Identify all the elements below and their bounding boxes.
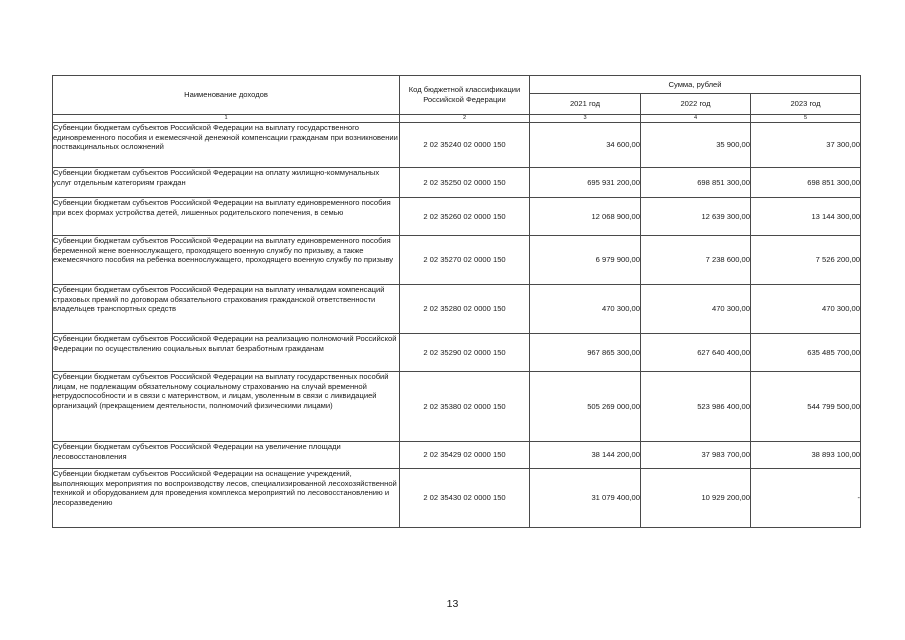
column-number: 2: [400, 115, 530, 123]
table-row: [53, 469, 861, 528]
amount-2022: 523 986 400,00: [641, 372, 751, 442]
page-number: 13: [446, 598, 459, 610]
amount-2023: 37 300,00: [751, 123, 861, 168]
amount-2021: 505 269 000,00: [530, 372, 641, 442]
amount-2023: 698 851 300,00: [751, 168, 861, 198]
header-year-2021: 2021 год: [530, 94, 641, 115]
column-number: 5: [751, 115, 861, 123]
amount-2021: 470 300,00: [530, 285, 641, 334]
amount-2022: 12 639 300,00: [641, 198, 751, 236]
table-row: [53, 198, 861, 236]
amount-2023: 635 485 700,00: [751, 334, 861, 372]
revenue-name: Субвенции бюджетам субъектов Российской Федерации на выплату государственного единовременного пособия и ежемесячной денежной компенсации гражданам при возникновении поствакцинальных осложнений: [53, 123, 400, 168]
revenue-name: Субвенции бюджетам субъектов Российской Федерации на выплату единовременного пособия беременной жене военнослужащего, проходящего военную службу по призыву, а также ежемесячного пособия на ребенка военнослужащего, проходящего военную службу по призыву: [53, 236, 400, 285]
amount-2022: 10 929 200,00: [641, 469, 751, 528]
header-year-2022: 2022 год: [641, 94, 751, 115]
amount-2023: 544 799 500,00: [751, 372, 861, 442]
column-number: 3: [530, 115, 641, 123]
header-revenue-name: Наименование доходов: [53, 76, 400, 115]
amount-2021: 34 600,00: [530, 123, 641, 168]
table-row: [53, 123, 861, 168]
amount-2023: -: [751, 469, 861, 528]
budget-code: 2 02 35430 02 0000 150: [400, 469, 530, 528]
revenue-name: Субвенции бюджетам субъектов Российской Федерации на оснащение учреждений, выполняющих мероприятия по воспроизводству лесов, специализированной лесохозяйственной техникой и оборудованием для проведения комплекса мероприятий по лесовосстановлению и лесоразведению: [53, 469, 400, 528]
budget-code: 2 02 35290 02 0000 150: [400, 334, 530, 372]
amount-2022: 627 640 400,00: [641, 334, 751, 372]
revenue-name: Субвенции бюджетам субъектов Российской Федерации на реализацию полномочий Российской Федерации по осуществлению социальных выплат безработным гражданам: [53, 334, 400, 372]
amount-2023: 38 893 100,00: [751, 442, 861, 469]
revenue-name: Субвенции бюджетам субъектов Российской Федерации на выплату инвалидам компенсаций страховых премий по договорам обязательного страхования гражданской ответственности владельцев транспортных средств: [53, 285, 400, 334]
budget-code: 2 02 35380 02 0000 150: [400, 372, 530, 442]
revenue-name: Субвенции бюджетам субъектов Российской Федерации на увеличение площади лесовосстановления: [53, 442, 400, 469]
budget-code: 2 02 35270 02 0000 150: [400, 236, 530, 285]
revenue-name: Субвенции бюджетам субъектов Российской Федерации на выплату государственных пособий лицам, не подлежащим обязательному социальному страхованию на случай временной нетрудоспособности и в связи с материнством, и лицам, уволенным в связи с ликвидацией организаций (прекращением деятельности, полномочий физическими лицами): [53, 372, 400, 442]
amount-2023: 470 300,00: [751, 285, 861, 334]
table-header-row: [53, 76, 861, 94]
column-number-row: [53, 115, 861, 123]
header-amount: Сумма, рублей: [530, 76, 861, 94]
amount-2021: 31 079 400,00: [530, 469, 641, 528]
header-year-2023: 2023 год: [751, 94, 861, 115]
revenue-name: Субвенции бюджетам субъектов Российской Федерации на выплату единовременного пособия при всех формах устройства детей, лишенных родительского попечения, в семью: [53, 198, 400, 236]
table-row: [53, 168, 861, 198]
table-row: [53, 334, 861, 372]
amount-2021: 38 144 200,00: [530, 442, 641, 469]
amount-2022: 698 851 300,00: [641, 168, 751, 198]
revenue-name: Субвенции бюджетам субъектов Российской Федерации на оплату жилищно-коммунальных услуг отдельным категориям граждан: [53, 168, 400, 198]
column-number: 1: [53, 115, 400, 123]
budget-code: 2 02 35260 02 0000 150: [400, 198, 530, 236]
amount-2023: 7 526 200,00: [751, 236, 861, 285]
table-row: [53, 236, 861, 285]
budget-code: 2 02 35429 02 0000 150: [400, 442, 530, 469]
column-number: 4: [641, 115, 751, 123]
amount-2021: 967 865 300,00: [530, 334, 641, 372]
budget-code: 2 02 35250 02 0000 150: [400, 168, 530, 198]
header-budget-code: Код бюджетной классификации Российской Федерации: [400, 76, 530, 115]
amount-2021: 695 931 200,00: [530, 168, 641, 198]
budget-code: 2 02 35240 02 0000 150: [400, 123, 530, 168]
amount-2023: 13 144 300,00: [751, 198, 861, 236]
amount-2022: 7 238 600,00: [641, 236, 751, 285]
table-row: [53, 442, 861, 469]
revenue-table: [52, 75, 861, 528]
table-row: [53, 285, 861, 334]
amount-2022: 37 983 700,00: [641, 442, 751, 469]
amount-2022: 35 900,00: [641, 123, 751, 168]
amount-2022: 470 300,00: [641, 285, 751, 334]
amount-2021: 6 979 900,00: [530, 236, 641, 285]
budget-code: 2 02 35280 02 0000 150: [400, 285, 530, 334]
amount-2021: 12 068 900,00: [530, 198, 641, 236]
table-row: [53, 372, 861, 442]
